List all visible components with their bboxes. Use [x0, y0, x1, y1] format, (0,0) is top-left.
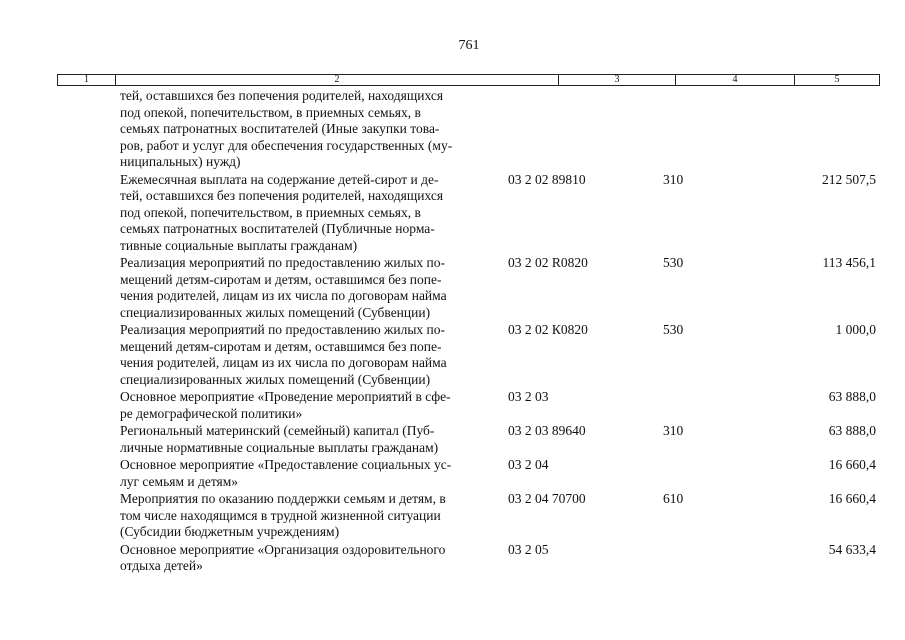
header-col-1: 1 [58, 75, 116, 85]
row-name-line: Реализация мероприятий по предоставлению жилых по- [120, 322, 446, 337]
row-code: 03 2 04 [508, 457, 549, 472]
row-name [120, 491, 490, 541]
row-name [120, 255, 490, 321]
row-name [120, 542, 490, 575]
row-expense-type: 310 [663, 171, 684, 187]
row-amount: 63 888,0 [828, 423, 876, 438]
row-name-line: семьях патронатных воспитателей (Иные закупки това- [120, 121, 440, 136]
row-name-line: Основное мероприятие «Организация оздоровительного [120, 541, 446, 557]
header-col-5: 5 [834, 74, 840, 85]
row-name-line: Реализация мероприятий по предоставлению жилых по- [120, 255, 446, 270]
row-name [120, 389, 490, 422]
row-code: 03 2 02 К0820 [508, 322, 588, 337]
row-name [120, 423, 490, 456]
row-name-line: тей, оставшихся без попечения родителей, находящихся [120, 188, 444, 203]
row-amount: 1 000,0 [835, 322, 876, 337]
row-name-line: тивные социальные выплаты гражданам) [120, 237, 358, 253]
row-code: 03 2 05 [508, 541, 549, 557]
row-name-line: Основное мероприятие «Проведение мероприятий в сфе- [120, 389, 451, 404]
row-name-line: отдыха детей» [120, 558, 203, 573]
row-expense-type: 530 [663, 255, 684, 270]
row-name-line: под опекой, попечительством, в приемных семьях, в [120, 204, 421, 220]
row-expense-type: 530 [663, 322, 684, 337]
row-code: 03 2 02 R0820 [508, 255, 588, 270]
row-name-line: ров, работ и услуг для обеспечения государственных (му- [120, 137, 453, 153]
row-amount: 54 633,4 [828, 541, 876, 557]
row-name-line: мещений детям-сиротам и детям, оставшимся без попе- [120, 271, 442, 287]
row-name-line: семьях патронатных воспитателей (Публичные норма- [120, 221, 435, 236]
row-name-line: чения родителей, лицам из их числа по договорам найма [120, 355, 447, 370]
row-name-line: ре демографической политики» [120, 405, 303, 421]
row-name-line: специализированных жилых помещений (Субвенции) [120, 304, 431, 320]
row-name-line: том числе находящимся в трудной жизненной ситуации [120, 507, 441, 523]
row-name [120, 88, 490, 171]
column-number-header [57, 74, 880, 86]
row-code: 03 2 02 89810 [508, 171, 586, 187]
row-name-line: луг семьям и детям» [120, 473, 239, 489]
row-name-line: специализированных жилых помещений (Субвенции) [120, 371, 431, 387]
page-number: 761 [458, 38, 480, 53]
header-col-2: 2 [116, 75, 559, 85]
row-amount: 16 660,4 [828, 491, 876, 506]
row-name-line: мещений детям-сиротам и детям, оставшимся без попе- [120, 338, 442, 354]
row-name-line: под опекой, попечительством, в приемных семьях, в [120, 104, 421, 120]
row-name-line: Региональный материнский (семейный) капитал (Пуб- [120, 423, 435, 438]
row-amount: 16 660,4 [828, 457, 876, 472]
row-name-line: Ежемесячная выплата на содержание детей-сирот и де- [120, 171, 439, 187]
row-amount: 113 456,1 [822, 255, 876, 270]
row-name-line: (Субсидии бюджетным учреждениям) [120, 524, 340, 539]
row-code: 03 2 03 [508, 389, 549, 404]
row-expense-type: 610 [663, 491, 684, 506]
row-name-line: тей, оставшихся без попечения родителей, находящихся [120, 88, 444, 103]
header-col-4: 4 [676, 75, 795, 85]
row-name-line: чения родителей, лицам из их числа по договорам найма [120, 288, 447, 303]
row-amount: 63 888,0 [828, 389, 876, 404]
row-expense-type: 310 [663, 423, 684, 438]
row-name [120, 457, 490, 490]
row-name-line: Основное мероприятие «Предоставление социальных ус- [120, 457, 452, 472]
header-col-3: 3 [559, 75, 676, 85]
row-name-line: личные нормативные социальные выплаты гражданам) [120, 439, 439, 455]
row-code: 03 2 04 70700 [508, 491, 586, 506]
row-name-line: ниципальных) нужд) [120, 154, 241, 169]
row-amount: 212 507,5 [822, 171, 876, 187]
row-code: 03 2 03 89640 [508, 423, 586, 438]
row-name-line: Мероприятия по оказанию поддержки семьям и детям, в [120, 491, 446, 506]
row-name [120, 322, 490, 388]
row-name [120, 172, 490, 255]
